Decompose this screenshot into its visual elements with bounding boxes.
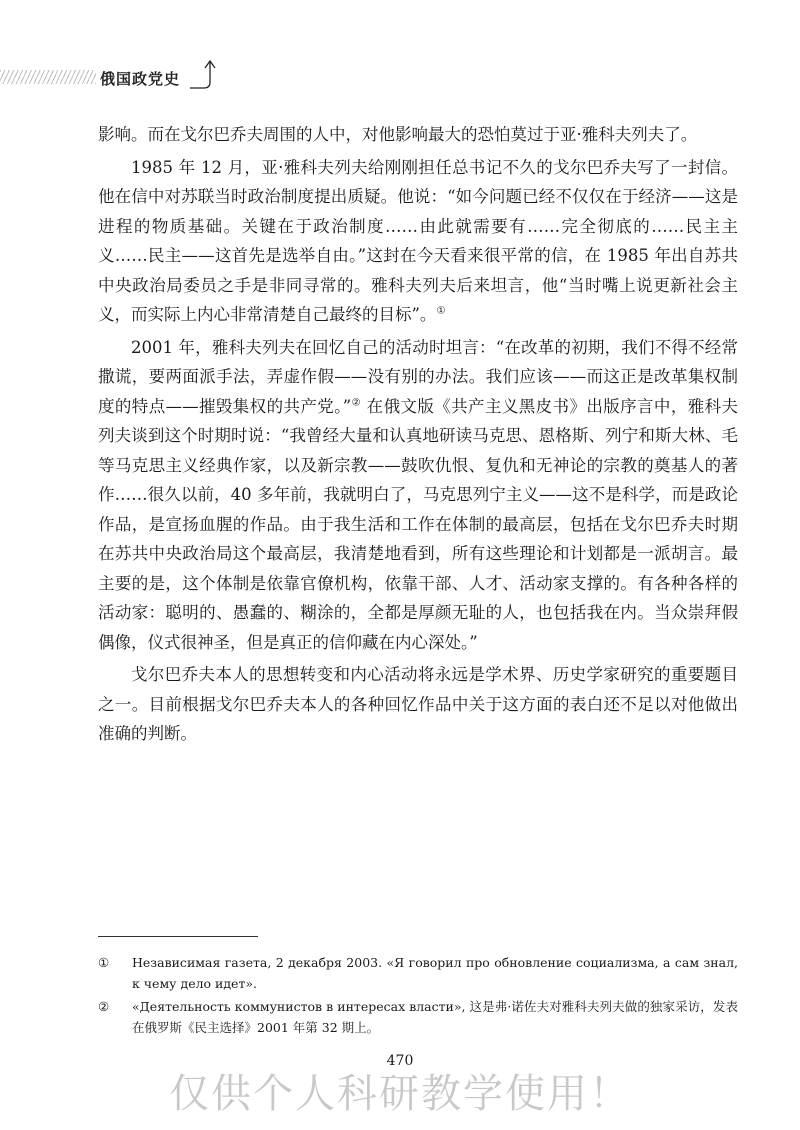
- running-title: 俄国政党史: [100, 70, 181, 88]
- paragraph: [98, 153, 738, 330]
- footnote: [98, 952, 738, 994]
- paragraph: [98, 333, 738, 658]
- paragraph-text: 1985 年 12 月，亚·雅科夫列夫给刚刚担任总书记不久的戈尔巴乔夫写了一封信。他在信中对苏联当时政治制度提出质疑。他说：“如今问题已经不仅仅在于经济——这是进程的物质基础。关键在于政治制度……由此就需要有……完全彻底的……民主主义……民主——这首先是选举自由。”这封在今天看来很平常的信，在 1985 年出自苏共中央政治局委员之手是非同寻常的。雅科夫列夫后来坦言，他“当时嘴上说更新社会主义，而实际上内心非常清楚自己最终的目标”。: [98, 157, 738, 324]
- paragraph: 影响。而在戈尔巴乔夫周围的人中，对他影响最大的恐怕莫过于亚·雅科夫列夫了。: [98, 125, 698, 144]
- footnote-text: «Деятельность коммунистов в интересах власти», 这是弗·诺佐夫对雅科夫列夫做的独家采访，发表在俄罗斯《民主选择》2001 年第 32 期上。: [132, 999, 738, 1035]
- footnote-divider: [98, 936, 258, 937]
- body-text: [98, 120, 738, 749]
- running-header: [0, 62, 230, 98]
- footnote-mark: ②: [98, 999, 110, 1014]
- footnote-reference[interactable]: ①: [436, 305, 446, 317]
- paragraph-text: 在俄文版《共产主义黑皮书》出版序言中，雅科夫列夫谈到这个时期时说：“我曾经大量和认真地研读马克思、恩格斯、列宁和斯大林、毛等马克思主义经典作家，以及新宗教——鼓吹仇恨、复仇和无神论的宗教的奠基人的著作……很久以前，40 多年前，我就明白了，马克思列宁主义——这不是科学，而是政论作品，是宣扬血腥的作品。由于我生活和工作在体制的最高层，包括在戈尔巴乔夫时期在苏共中央政治局这个最高层，我清楚地看到，所有这些理论和计划都是一派胡言。最主要的是，这个体制是依靠官僚机构，依靠干部、人才、活动家支撑的。有各种各样的活动家：聪明的、愚蠢的、糊涂的，全都是厚颜无耻的人，也包括我在内。当众崇拜假偶像，仪式很神圣，但是真正的信仰藏在内心深处。”: [98, 396, 739, 652]
- footnote-reference[interactable]: ②: [351, 397, 362, 408]
- paragraph-text: 2001 年，雅科夫列夫在回忆自己的活动时坦言：“在改革的初期，我们不得不经常撒谎，要两面派手法，弄虚作假——没有别的办法。我们应该——而这正是改革集权制度的特点——摧毁集权的共产党。”: [98, 337, 738, 416]
- footnote-text: Независимая газета, 2 декабря 2003. «Я говорил про обновление социализма, а сам знал, к чему дело идет».: [132, 955, 738, 991]
- paragraph: 戈尔巴乔夫本人的思想转变和内心活动将永远是学术界、历史学家研究的重要题目之一。目前根据戈尔巴乔夫本人的各种回忆作品中关于这方面的表白还不足以对他做出准确的判断。: [98, 665, 738, 743]
- footnote: [98, 996, 738, 1038]
- footnote-mark: ①: [98, 955, 110, 970]
- page-number: 470: [386, 1053, 414, 1069]
- header-hatch-decoration: [0, 70, 96, 84]
- footnotes: [98, 952, 738, 1040]
- watermark: 仅供个人科研教学使用！: [169, 1071, 631, 1117]
- up-arrow-icon: [190, 58, 230, 98]
